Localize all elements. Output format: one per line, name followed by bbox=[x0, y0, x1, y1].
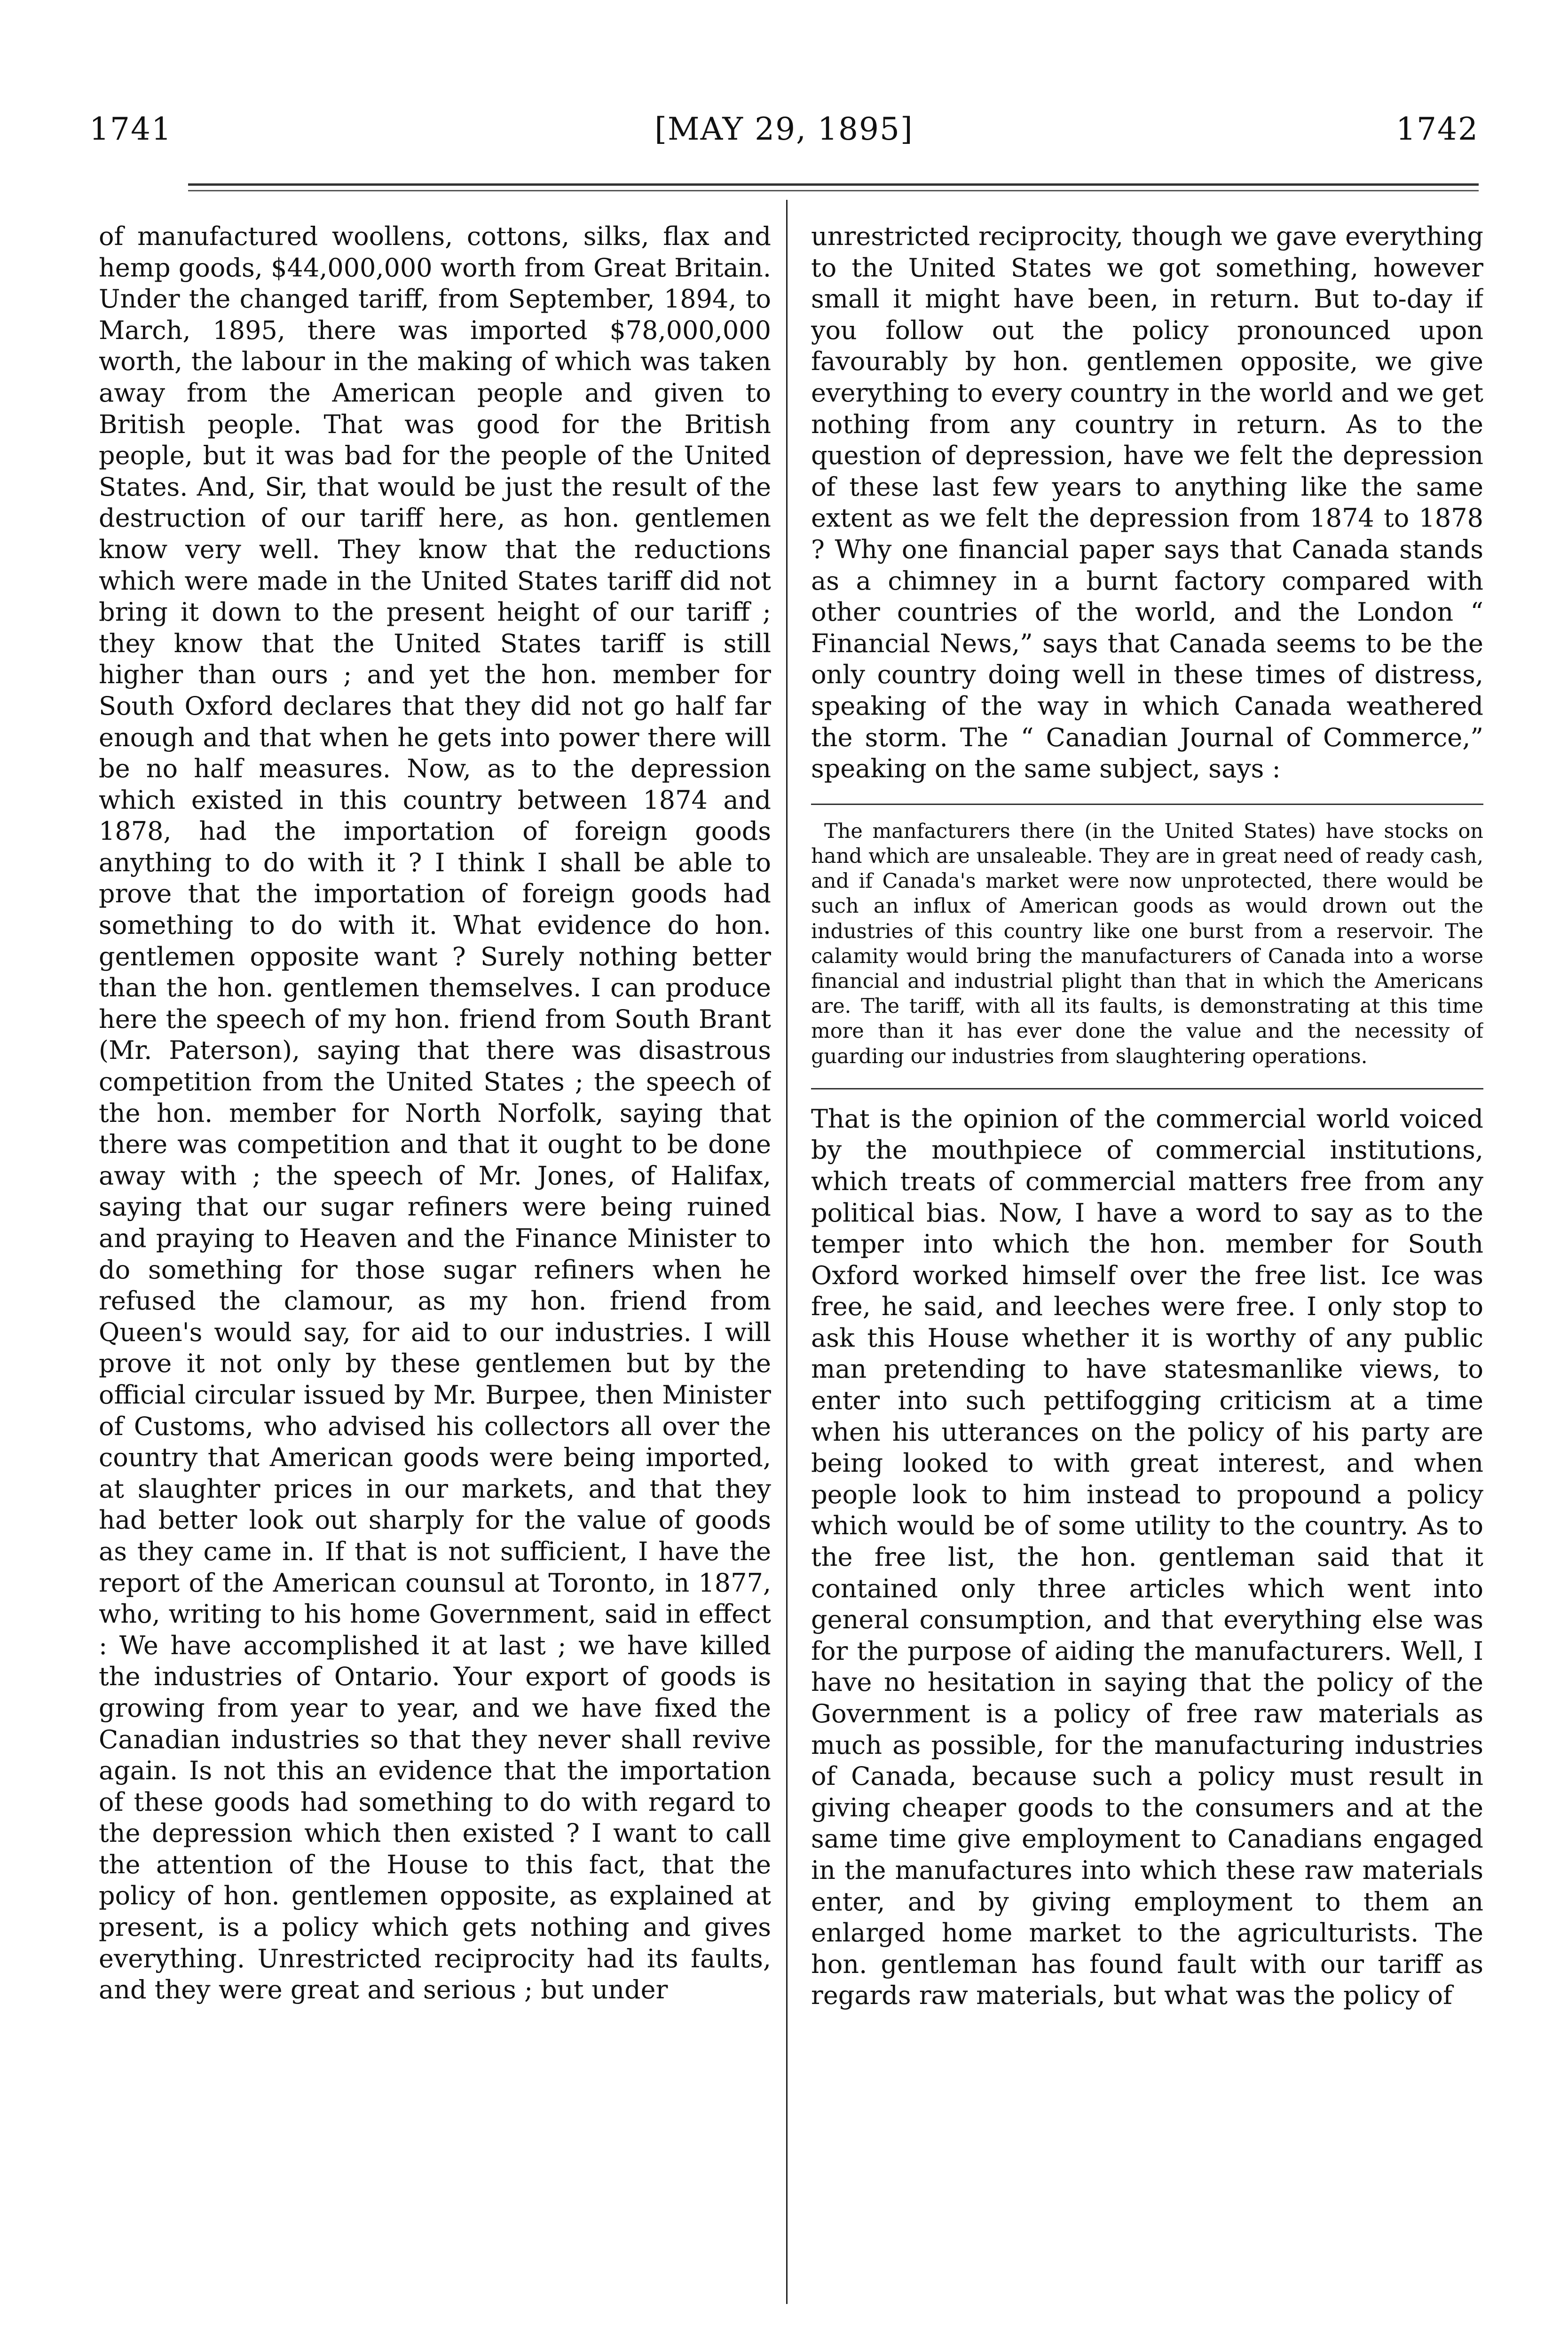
page-header bbox=[89, 106, 1479, 162]
page-number-right: 1742 bbox=[1396, 111, 1479, 147]
quote-rule-bottom bbox=[811, 1088, 1483, 1089]
block-quote: The manfacturers there (in the United States) have stocks on hand which are unsaleable. They are in great need of ready cash, and if Canada's market were now unprotected, there would be such an influx of American goods as would drown out the industries of this country like one burst from a reservoir. The calamity would bring the manufacturers of Canada into a worse financial and industrial plight than that in which the Americans are. The tariff, with all its faults, is demonstrating at this time more than it has ever done the value and the necessity of guarding our industries from slaughtering operations. bbox=[811, 819, 1483, 1068]
right-column-text-after-quote: That is the opinion of the commercial world voiced by the mouthpiece of commercial institutions, which treats of commercial matters free from any political bias. Now, I have a word to say as to the temper into which the hon. member for South Oxford worked himself over the free list. Ice was free, he said, and leeches were free. I only stop to ask this House whether it is worthy of any public man pretending to have statesmanlike views, to enter into such pettifogging criticism at a time when his utterances on the policy of his party are being looked to with great interest, and when people look to him instead to propound a policy which would be of some utility to the country. As to the free list, the hon. gentleman said that it contained only three articles which went into general consumption, and that everything else was for the purpose of aiding the manufacturers. Well, I have no hesitation in saying that the policy of the Government is a policy of free raw materials as much as possible, for the manufacturing industries of Canada, because such a policy must result in giving cheaper goods to the consumers and at the same time give employment to Canadians engaged in the manufactures into which these raw materials enter, and by giving employment to them an enlarged home market to the agriculturists. The hon. gentleman has found fault with our tariff as regards raw materials, but what was the policy of bbox=[811, 1104, 1483, 2011]
header-rule bbox=[188, 183, 1479, 186]
header-rule-secondary bbox=[188, 190, 1479, 191]
page-date: [MAY 29, 1895] bbox=[654, 111, 914, 147]
right-column-text-before-quote: unrestricted reciprocity, though we gave everything to the United States we got something, however small it might have been, in return. But to-day if you follow out the policy pronounced upon favourably by hon. gentlemen opposite, we give everything to every country in the world and we get nothing from any country in return. As to the question of depression, have we felt the depression of these last few years to anything like the same extent as we felt the depression from 1874 to 1878 ? Why one financial paper says that Canada stands as a chimney in a burnt factory compared with other countries of the world, and the London “ Financial News,” says that Canada seems to be the only country doing well in these times of distress, speaking of the way in which Canada weathered the storm. The “ Canadian Journal of Commerce,” speaking on the same subject, says : bbox=[811, 221, 1483, 784]
quote-rule-top bbox=[811, 804, 1483, 805]
right-column bbox=[811, 221, 1483, 2299]
left-column-text: of manufactured woollens, cottons, silks, flax and hemp goods, $44,000,000 worth from Great Britain. Under the changed tariff, from September, 1894, to March, 1895, there was imported $78,000,000 worth, the labour in the making of which was taken away from the American people and given to British people. That was good for the British people, but it was bad for the people of the United States. And, Sir, that would be just the result of the destruction of our tariff here, as hon. gentlemen know very well. They know that the reductions which were made in the United States tariff did not bring it down to the present height of our tariff ; they know that the United States tariff is still higher than ours ; and yet the hon. member for South Oxford declares that they did not go half far enough and that when he gets into power there will be no half measures. Now, as to the depression which existed in this country between 1874 and 1878, had the importation of foreign goods anything to do with it ? I think I shall be able to prove that the importation of foreign goods had something to do with it. What evidence do hon. gentlemen opposite want ? Surely nothing better than the hon. gentlemen themselves. I can produce here the speech of my hon. friend from South Brant (Mr. Paterson), saying that there was disastrous competition from the United States ; the speech of the hon. member for North Norfolk, saying that there was competition and that it ought to be done away with ; the speech of Mr. Jones, of Halifax, saying that our sugar refiners were being ruined and praying to Heaven and the Finance Minister to do something for those sugar refiners when he refused the clamour, as my hon. friend from Queen's would say, for aid to our industries. I will prove it not only by these gentlemen but by the official circular issued by Mr. Burpee, then Minister of Customs, who advised his collectors all over the country that American goods were being imported, at slaughter prices in our markets, and that they had better look out sharply for the value of goods as they came in. If that is not sufficient, I have the report of the American counsul at Toronto, in 1877, who, writing to his home Government, said in effect : We have accomplished it at last ; we have killed the industries of Ontario. Your export of goods is growing from year to year, and we have fixed the Canadian industries so that they never shall revive again. Is not this an evidence that the importation of these goods had something to do with regard to the depression which then existed ? I want to call the attention of the House to this fact, that the policy of hon. gentlemen opposite, as explained at present, is a policy which gets nothing and gives everything. Unrestricted reciprocity had its faults, and they were great and serious ; but under bbox=[99, 221, 771, 2005]
left-column bbox=[99, 221, 771, 2271]
column-divider bbox=[786, 200, 788, 2304]
page-number-left: 1741 bbox=[89, 111, 172, 147]
